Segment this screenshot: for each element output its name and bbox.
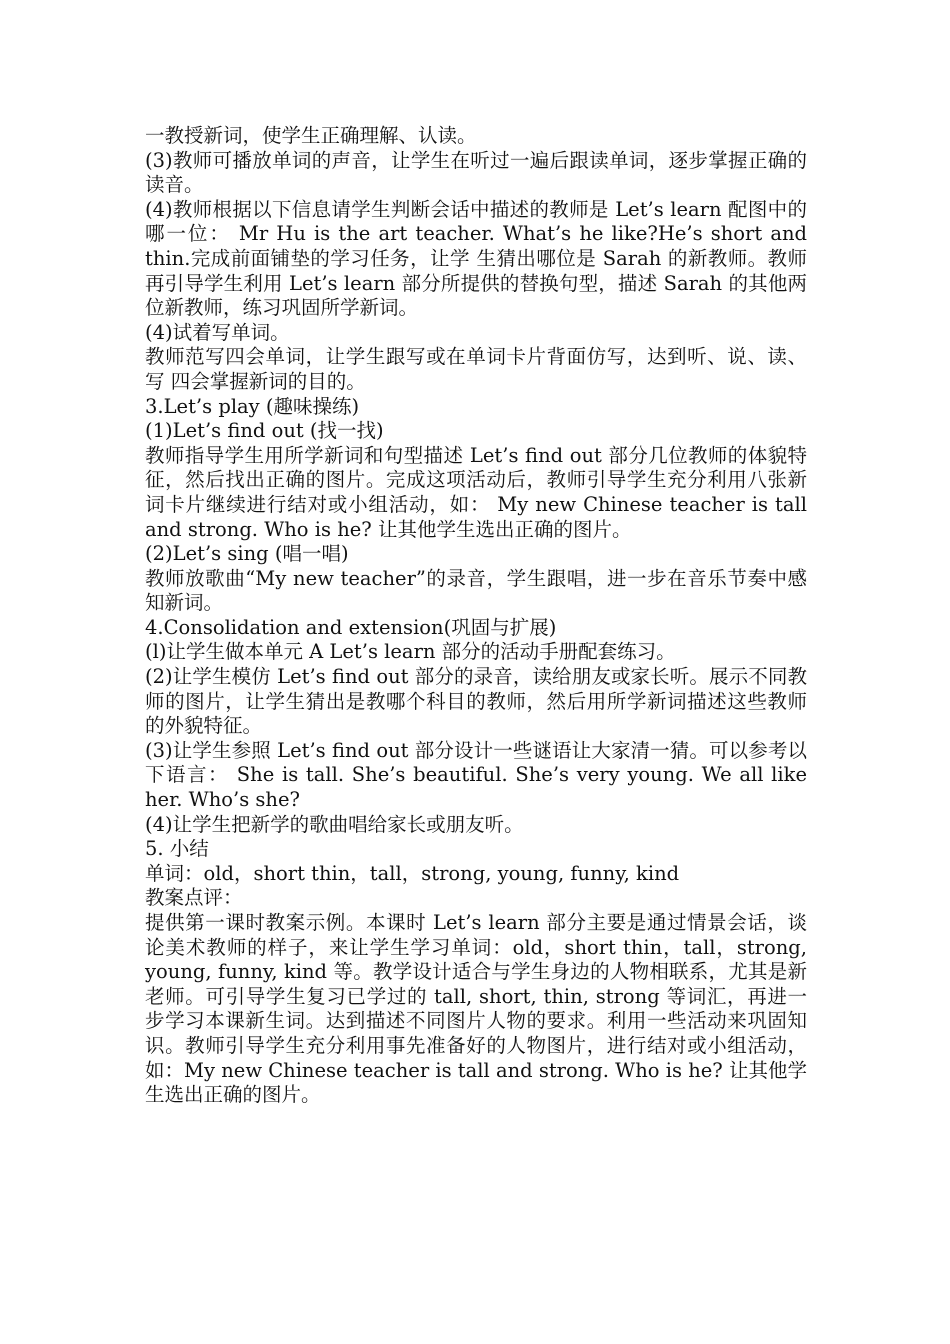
section-heading-consolidation: 4.Consolidation and extension(巩固与扩展) bbox=[145, 615, 557, 639]
section-heading-summary: 5. 小结 bbox=[145, 837, 209, 861]
comment-paragraph: 提供第一课时教案示例。本课时 Let’s learn 部分主要是通过情景会话，谈论美术教师的样子，来让学生学习单词：old，short thin，tall，strong, young, funny, kind 等。教学设计适合与学生身边的人物相联系，尤其是新老师。可引导学生复习已学过的 tall, short, thin, strong 等词汇，再进一步学习本课新生词。达到描述不同图片人物的要求。利用一些活动来巩固知识。教师引导学生充分利用事先准备好的人物图片，进行结对或小组活动，如：My new Chinese teacher is tall and strong. Who is he? 让其他学生选出正确的图片。 bbox=[145, 911, 807, 1107]
document-page bbox=[145, 124, 807, 1108]
section-heading-comment: 教案点评： bbox=[145, 886, 243, 910]
section-heading-lets-play: 3.Let’s play (趣味操练) bbox=[145, 394, 360, 418]
paragraph-13: (2)让学生模仿 Let’s find out 部分的录音，读给朋友或家长听。展示不同教师的图片，让学生猜出是教哪个科目的教师，然后用所学新词描述这些教师的外貌特征。 bbox=[145, 665, 807, 738]
paragraph-3: (4)教师根据以下信息请学生判断会话中描述的教师是 Let’s learn 配图中的哪一位： Mr Hu is the art teacher. What’s he like?He’s short and thin.完成前面铺垫的学习任务，让学 生猜出哪位是 Sarah 的新教师。教师再引导学生利用 Let’s learn 部分所提供的替换句型，描述 Sarah 的其他两位新教师，练习巩固所学新词。 bbox=[145, 197, 807, 320]
paragraph-8: 教师指导学生用所学新词和句型描述 Let’s find out 部分几位教师的体貌特征，然后找出正确的图片。完成这项活动后，教师引导学生充分利用八张新词卡片继续进行结对或小组活动，如： My new Chinese teacher is tall and strong. Who is he? 让其他学生选出正确的图片。 bbox=[145, 443, 807, 541]
paragraph-4: (4)试着写单词。 bbox=[145, 320, 290, 344]
paragraph-14: (3)让学生参照 Let’s find out 部分设计一些谜语让大家清一猜。可以参考以下语言： She is tall. She’s beautiful. She’s very young. We all like her. Who’s she? bbox=[145, 738, 807, 812]
paragraph-2: (3)教师可播放单词的声音，让学生在听过一遍后跟读单词，逐步掌握正确的读音。 bbox=[145, 148, 807, 197]
vocabulary-line: 单词：old，short thin，tall，strong, young, funny, kind bbox=[145, 861, 680, 885]
subheading-lets-find-out: (1)Let’s find out (找一找) bbox=[145, 419, 384, 443]
paragraph-5: 教师范写四会单词，让学生跟写或在单词卡片背面仿写，达到听、说、读、写 四会掌握新词的目的。 bbox=[145, 345, 807, 393]
paragraph-1: 一教授新词，使学生正确理解、认读。 bbox=[145, 124, 477, 147]
paragraph-10: 教师放歌曲“My new teacher”的录音，学生跟唱，进一步在音乐节奏中感知新词。 bbox=[145, 566, 807, 615]
subheading-lets-sing: (2)Let’s sing (唱一唱) bbox=[145, 542, 349, 566]
paragraph-12: (l)让学生做本单元 A Let’s learn 部分的活动手册配套练习。 bbox=[145, 640, 676, 664]
paragraph-15: (4)让学生把新学的歌曲唱给家长或朋友听。 bbox=[145, 812, 524, 836]
